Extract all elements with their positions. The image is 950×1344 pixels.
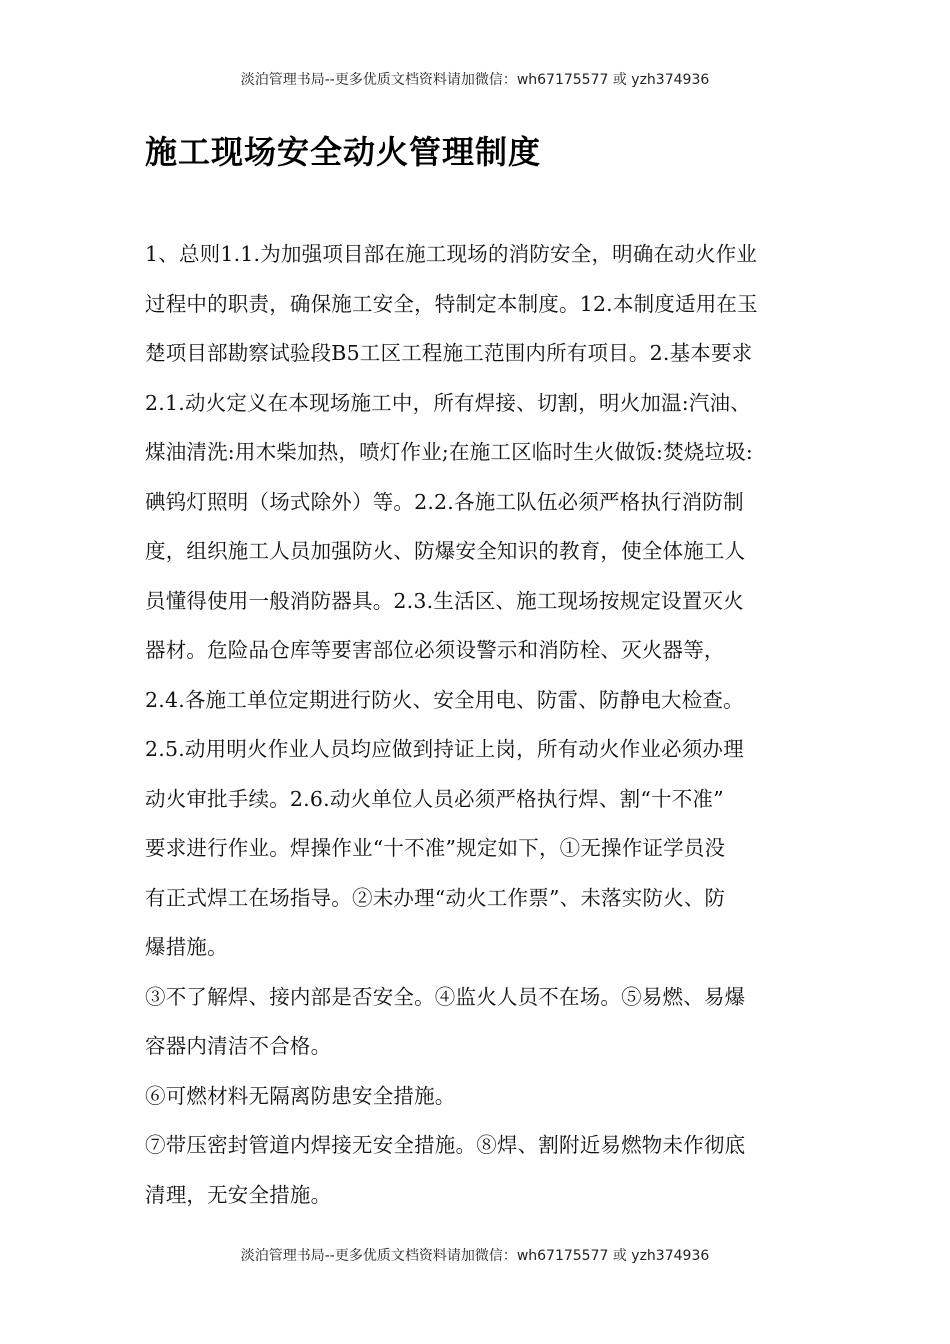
body-line: 楚项目部勘察试验段B5工区工程施工范围内所有项目。2.基本要求	[145, 341, 753, 365]
body-line: 员懂得使用一般消防器具。2.3.生活区、施工现场按规定设置灭火	[145, 588, 744, 613]
body-line: 度，组织施工人员加强防火、防爆安全知识的教育，使全体施工人	[145, 539, 746, 563]
document-title: 施工现场安全动火管理制度	[145, 133, 542, 171]
body-line: 过程中的职责，确保施工安全，特制定本制度。12.本制度适用在玉	[145, 291, 758, 316]
body-line: 1、总则1.1.为加强项目部在施工现场的消防安全，明确在动火作业	[145, 242, 758, 266]
body-line: 煤油清洗:用木柴加热，喷灯作业;在施工区临时生火做饭:焚烧垃圾:	[145, 440, 754, 464]
body-line: 碘钨灯照明（场式除外）等。2.2.各施工队伍必须严格执行消防制	[145, 489, 744, 514]
body-line: 2.1.动火定义在本现场施工中，所有焊接、切割，明火加温:汽油、	[145, 390, 751, 415]
document-body	[145, 230, 815, 1220]
body-line: 容器内清洁不合格。	[145, 1034, 332, 1058]
page-header: 淡泊管理书局--更多优质文档资料请加微信：wh67175577 或 yzh374936	[240, 72, 710, 88]
body-line: ③不了解焊、接内部是否安全。④监火人员不在场。⑤易燃、易爆	[145, 984, 746, 1009]
page-footer: 淡泊管理书局--更多优质文档资料请加微信：wh67175577 或 yzh374936	[240, 1248, 710, 1264]
body-line: 爆措施。	[145, 935, 228, 959]
body-line: 有正式焊工在场指导。②未办理“动火工作票”、未落实防火、防	[145, 885, 726, 910]
body-line: ⑦带压密封管道内焊接无安全措施。⑧焊、割附近易燃物未作彻底	[145, 1133, 746, 1157]
body-line: 要求进行作业。焊操作业“十不准”规定如下，①无操作证学员没	[145, 836, 726, 860]
body-line: 2.5.动用明火作业人员均应做到持证上岗，所有动火作业必须办理	[145, 737, 744, 761]
body-line: 器材。危险品仓库等要害部位必须设警示和消防栓、灭火器等，	[145, 638, 725, 662]
body-line: 动火审批手续。2.6.动火单位人员必须严格执行焊、割“十不准”	[145, 786, 724, 811]
body-line: 清理，无安全措施。	[145, 1182, 332, 1207]
body-line: ⑥可燃材料无隔离防患安全措施。	[145, 1083, 456, 1108]
body-line: 2.4.各施工单位定期进行防火、安全用电、防雷、防静电大检查。	[145, 687, 744, 712]
